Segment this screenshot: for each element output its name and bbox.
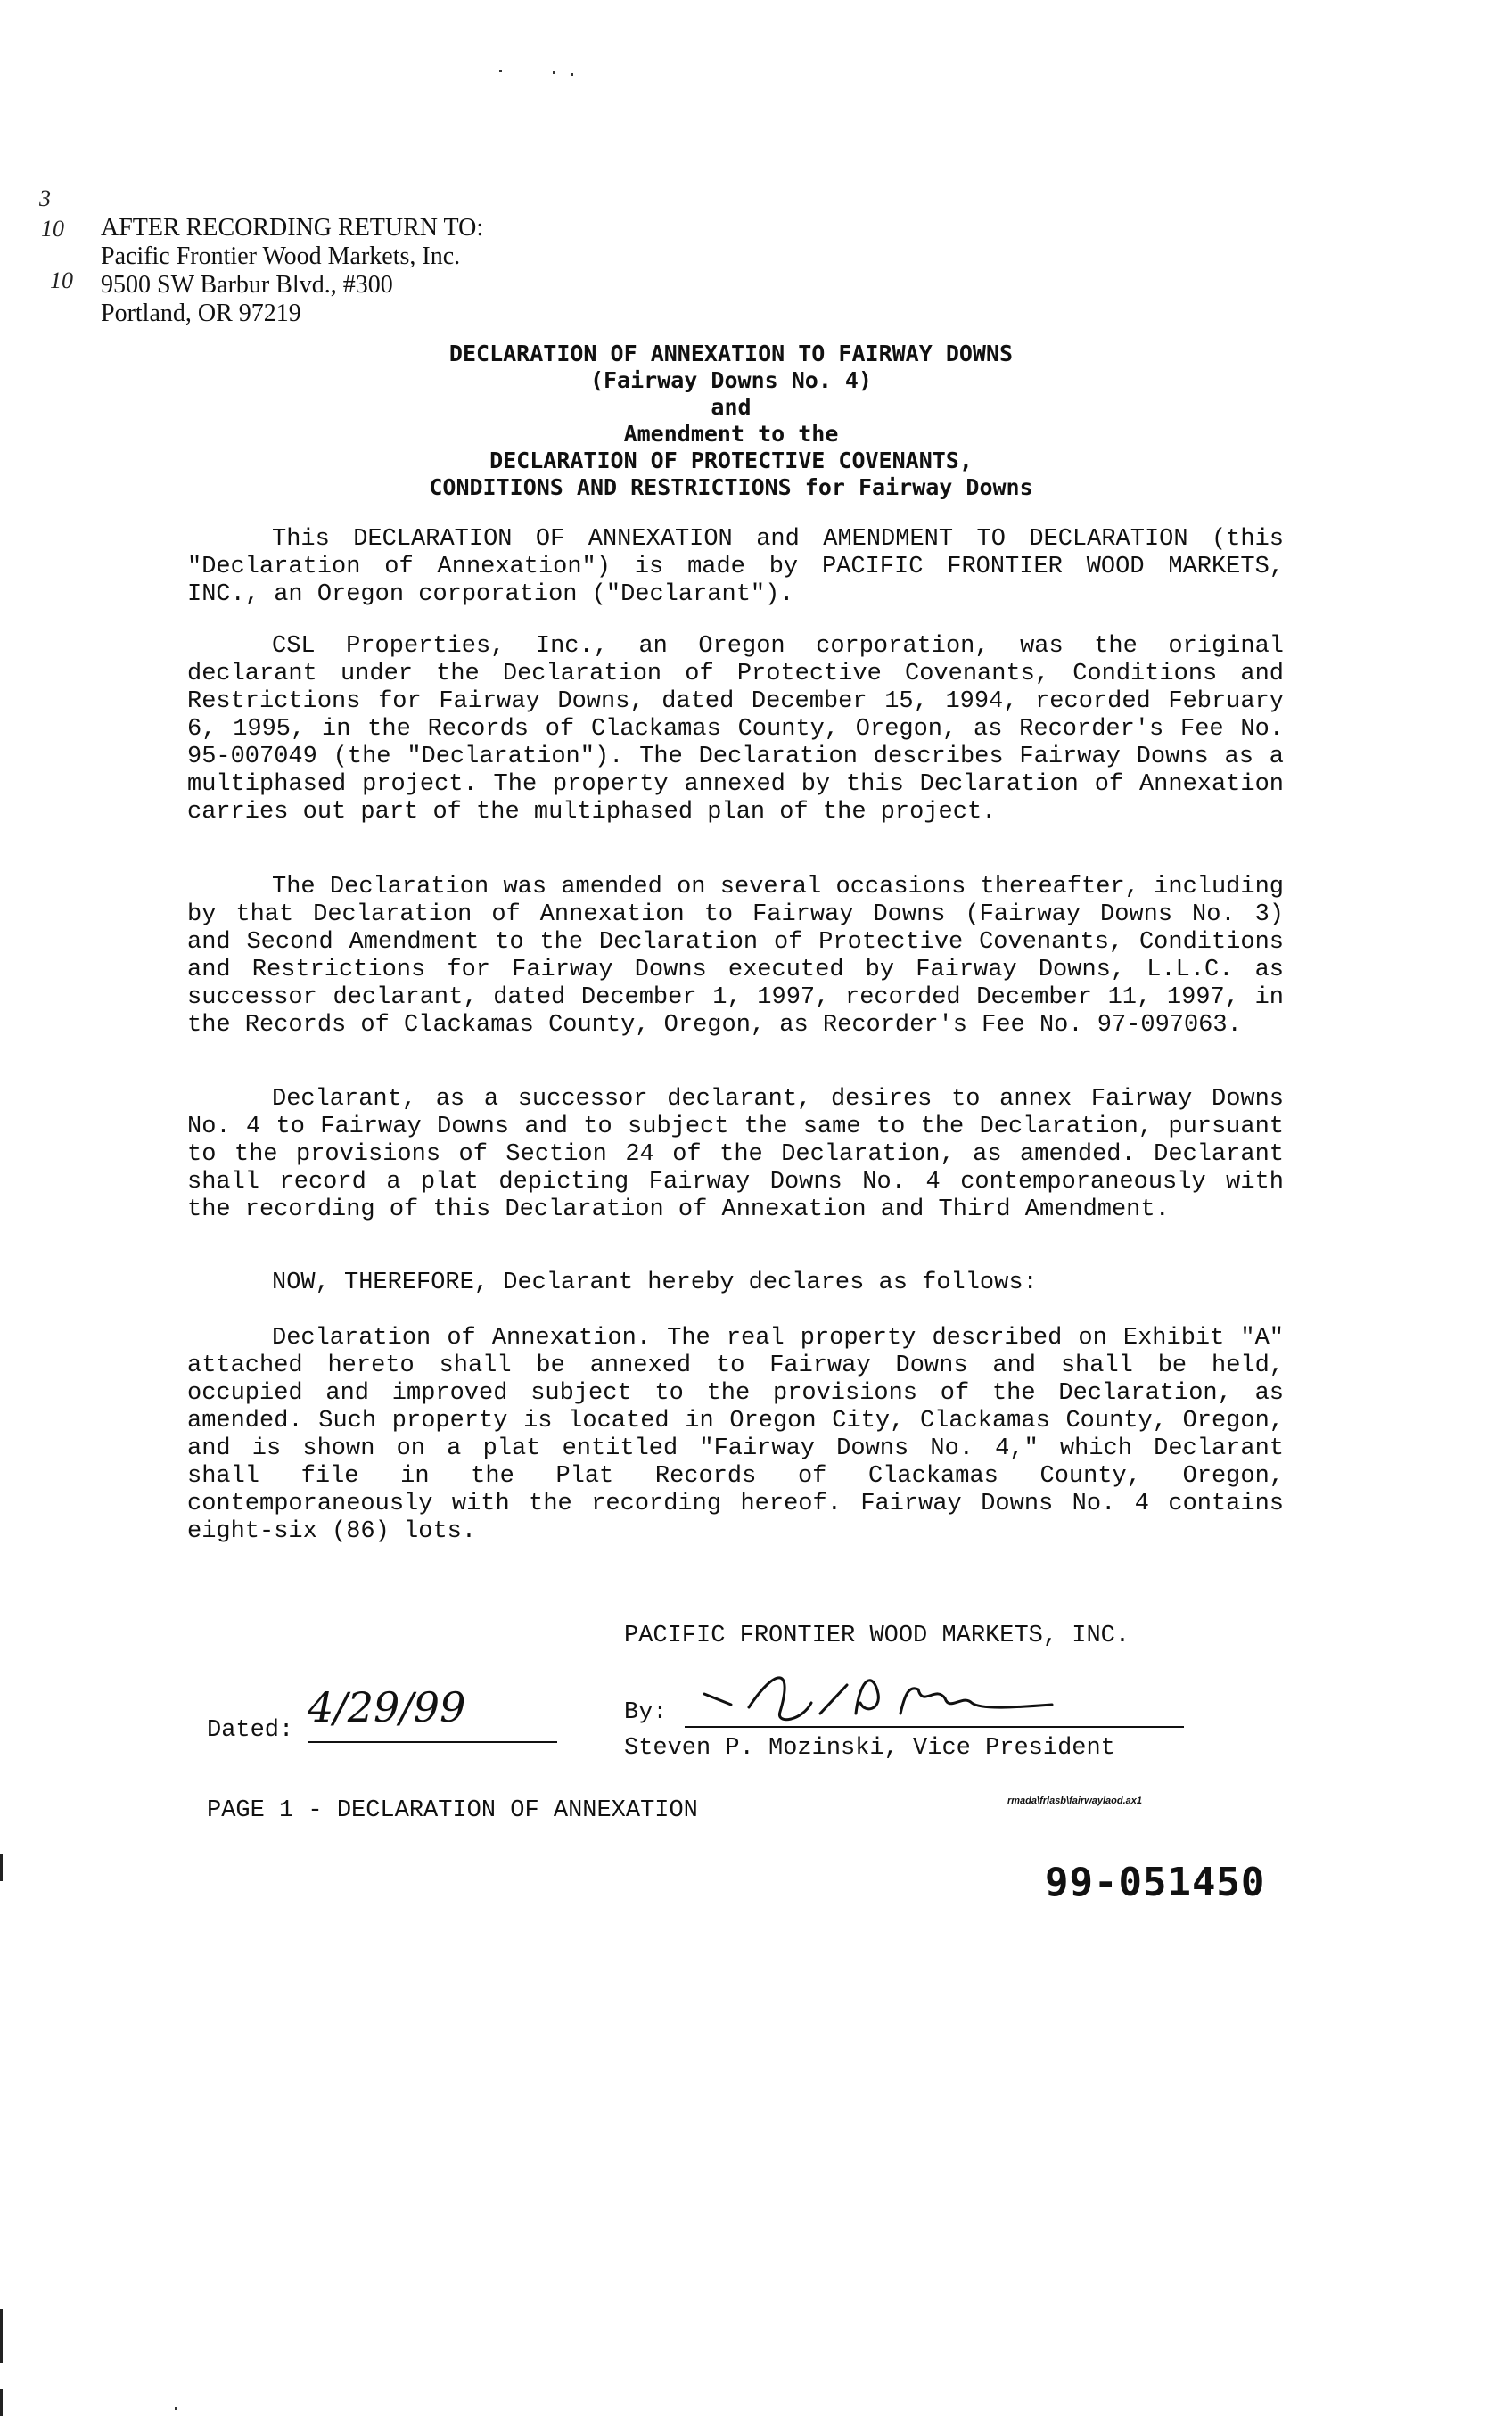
paragraph-text: NOW, THEREFORE, Declarant hereby declares as follows: <box>272 1270 1038 1296</box>
scan-speck <box>571 73 573 76</box>
paragraph-intent <box>187 1086 1284 1224</box>
margin-note: 3 <box>39 185 51 211</box>
paragraph-declares <box>187 1270 1284 1297</box>
document-title <box>267 341 1195 501</box>
page-footer: PAGE 1 - DECLARATION OF ANNEXATION <box>207 1797 698 1824</box>
return-line: Portland, OR 97219 <box>101 300 301 327</box>
paragraph-text: Declarant, as a successor declarant, desires to annex Fairway Downs No. 4 to Fairway Downs and to subject the same to the Declaration, pursuant to the provisions of Section 24 of the Declaration, as amended. Declarant shall record a plat depicting Fairway Downs No. 4 contemporaneously with the recording of this Declaration of Annexation and Third Amendment. <box>187 1086 1284 1223</box>
paragraph-amendments <box>187 874 1284 1040</box>
title-line: DECLARATION OF PROTECTIVE COVENANTS, <box>489 448 973 473</box>
margin-note: 10 <box>41 216 64 242</box>
title-line: DECLARATION OF ANNEXATION TO FAIRWAY DOWNS <box>448 341 1014 366</box>
signature-underline <box>685 1726 1184 1728</box>
paragraph-annexation <box>187 1325 1284 1546</box>
title-line: (Fairway Downs No. 4) <box>589 367 873 393</box>
paragraph-text: CSL Properties, Inc., an Oregon corporation, was the original declarant under the Declaration of Protective Covenants, Conditions and Restrictions for Fairway Downs, dated December 15, 1994, recorded February 6, 1995, in the Records of Clackamas County, Oregon, as Recorder's Fee No. 95-007049 (the "Declaration"). The Declaration describes Fairway Downs as a multiphased project. The property annexed by this Declaration of Annexation carries out part of the multiphased plan of the project. <box>187 633 1284 826</box>
return-heading: AFTER RECORDING RETURN TO: <box>101 214 484 242</box>
return-line: 9500 SW Barbur Blvd., #300 <box>101 271 393 299</box>
paragraph-text: This DECLARATION OF ANNEXATION and AMENDMENT TO DECLARATION (this "Declaration of Annexation") is made by PACIFIC FRONTIER WOOD MARKETS, INC., an Oregon corporation ("Declarant"). <box>187 526 1284 608</box>
dated-value: 4/29/99 <box>308 1683 466 1731</box>
scan-speck <box>553 71 555 74</box>
signing-company: PACIFIC FRONTIER WOOD MARKETS, INC. <box>624 1623 1130 1649</box>
return-line: Pacific Frontier Wood Markets, Inc. <box>101 242 461 270</box>
paragraph-text: The Declaration was amended on several occasions thereafter, including by that Declaration of Annexation to Fairway Downs (Fairway Downs No. 3) and Second Amendment to the Declaration of Protective Covenants, Conditions and Restrictions for Fairway Downs executed by Fairway Downs, L.L.C. as successor declarant, dated December 1, 1997, recorded December 11, 1997, in the Records of Clackamas County, Oregon, as Recorder's Fee No. 97-097063. <box>187 874 1284 1039</box>
scan-edge-mark <box>0 2389 3 2416</box>
title-line: CONDITIONS AND RESTRICTIONS for Fairway Downs <box>429 474 1033 500</box>
return-address <box>101 214 483 328</box>
file-path: rmada\frlasb\fairwaylaod.ax1 <box>1007 1796 1143 1806</box>
margin-note: 10 <box>50 267 73 293</box>
scan-edge-mark <box>0 1854 3 1881</box>
dated-label: Dated: <box>207 1717 294 1744</box>
scan-edge-mark <box>0 2309 3 2363</box>
paragraph-text: Declaration of Annexation. The real property described on Exhibit "A" attached hereto shall be annexed to Fairway Downs and shall be held, occupied and improved subject to the provisions of the Declaration, as amended. Such property is located in Oregon City, Clackamas County, Oregon, and is shown on a plat entitled "Fairway Downs No. 4," which Declarant shall file in the Plat Records of Clackamas County, Oregon, contemporaneously with the recording hereof. Fairway Downs No. 4 contains eight-six (86) lots. <box>187 1325 1284 1545</box>
title-line: Amendment to the <box>623 421 839 447</box>
scan-speck <box>175 2407 177 2410</box>
paragraph-intro <box>187 526 1284 609</box>
recorder-document-number: 99-051450 <box>1045 1860 1266 1905</box>
dated-underline <box>308 1741 557 1743</box>
scan-speck <box>499 70 502 72</box>
by-label: By: <box>624 1699 668 1726</box>
title-line: and <box>711 394 752 420</box>
signer-name: Steven P. Mozinski, Vice President <box>624 1735 1115 1762</box>
paragraph-background <box>187 633 1284 826</box>
